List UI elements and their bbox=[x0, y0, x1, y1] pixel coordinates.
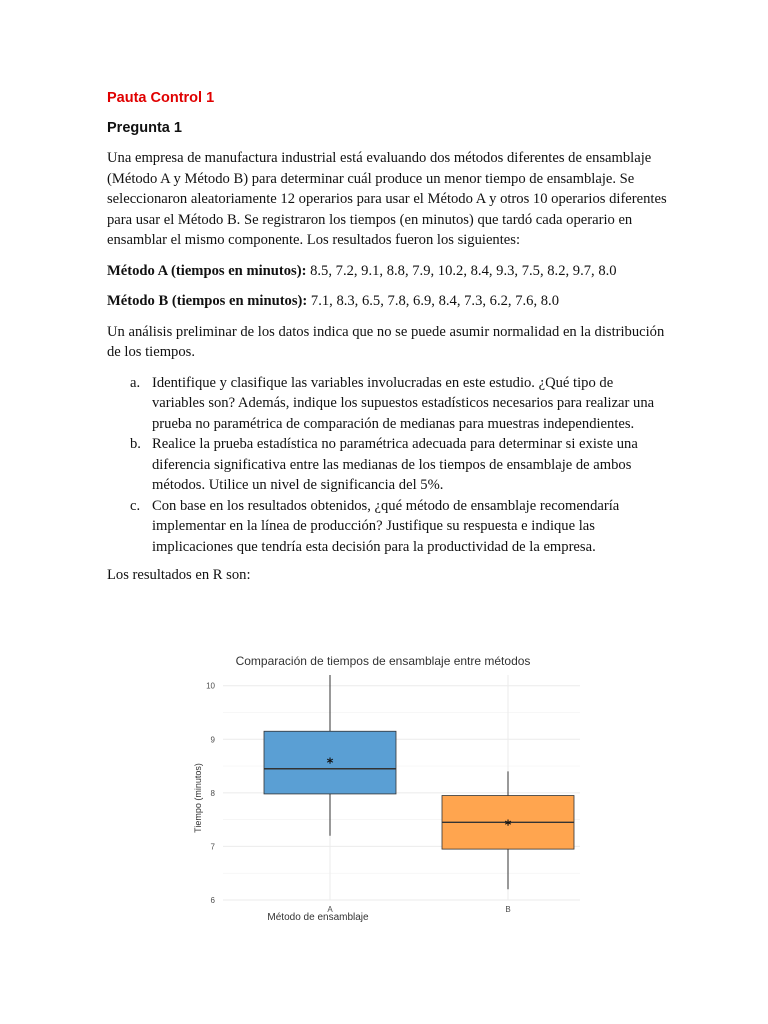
list-item bbox=[130, 373, 667, 435]
list-marker: c. bbox=[130, 497, 141, 514]
list-marker: b. bbox=[130, 436, 141, 452]
x-tick-label: A bbox=[327, 905, 333, 914]
list-item-text: Identifique y clasifique las variables involucradas en este estudio. ¿Qué tipo de variables son? Además, indique los supuestos estadísticos necesarios para realizar una prueba no paramétrica de comparación de medianas para muestras independientes. bbox=[152, 374, 655, 432]
y-tick-label: 9 bbox=[210, 735, 215, 745]
mean-marker-A: * bbox=[326, 756, 334, 772]
y-tick-label: 6 bbox=[210, 896, 215, 905]
intro-paragraph: Una empresa de manufactura industrial está evaluando dos métodos diferentes de ensamblaje (Método A y Método B) para determinar cuál produce un menor tiempo de ensamblaje. Se seleccionaron aleatoriamente 12 operarios para usar el Método A y otros 10 operarios diferentes para usar el Método B. Se registraron los tiempos (en minutos) que tardó cada operario en ensamblar el mismo componente. Los resultados fueron los siguientes: bbox=[107, 150, 667, 248]
y-tick-label: 7 bbox=[210, 842, 215, 852]
method-a-label: Método A (tiempos en minutos): bbox=[107, 262, 307, 279]
document-title: Pauta Control 1 bbox=[107, 90, 215, 106]
y-tick-label: 10 bbox=[206, 681, 215, 691]
method-b-label: Método B (tiempos en minutos): bbox=[107, 293, 308, 309]
y-tick-label: 8 bbox=[210, 788, 215, 798]
chart-svg bbox=[185, 650, 585, 928]
x-axis-label: Método de ensamblaje bbox=[267, 912, 369, 923]
method-a-data bbox=[107, 261, 667, 282]
method-b-data bbox=[107, 291, 667, 312]
question-heading: Pregunta 1 bbox=[107, 120, 182, 136]
boxplot-chart bbox=[185, 650, 585, 928]
method-a-values: 8.5, 7.2, 9.1, 8.8, 7.9, 10.2, 8.4, 9.3, 7.5, 8.2, 9.7, 8.0 bbox=[306, 262, 617, 279]
list-item-text: Con base en los resultados obtenidos, ¿qué método de ensamblaje recomendaría implementar en la línea de producción? Justifique su respuesta e indique las implicaciones que tendría esta decisión para la productividad de la empresa. bbox=[152, 497, 620, 555]
list-marker: a. bbox=[130, 374, 141, 391]
method-b-values: 7.1, 8.3, 6.5, 7.8, 6.9, 8.4, 7.3, 6.2, 7.6, 8.0 bbox=[307, 293, 559, 309]
y-axis-label: Tiempo (minutos) bbox=[193, 763, 203, 833]
x-tick-label: B bbox=[505, 905, 511, 914]
mean-marker-B: * bbox=[504, 818, 512, 834]
document-page bbox=[107, 90, 667, 596]
list-item bbox=[130, 496, 667, 558]
list-item-text: Realice la prueba estadística no paramétrica adecuada para determinar si existe una diferencia significativa entre las medianas de los tiempos de ensamblaje de ambos métodos. Utilice un nivel de significancia del 5%. bbox=[152, 436, 638, 493]
chart-title: Comparación de tiempos de ensamblaje entre métodos bbox=[235, 654, 531, 668]
question-list bbox=[107, 373, 667, 558]
results-intro: Los resultados en R son: bbox=[107, 567, 251, 583]
list-item bbox=[130, 434, 667, 496]
normality-note: Un análisis preliminar de los datos indica que no se puede asumir normalidad en la distribución de los tiempos. bbox=[107, 323, 665, 360]
